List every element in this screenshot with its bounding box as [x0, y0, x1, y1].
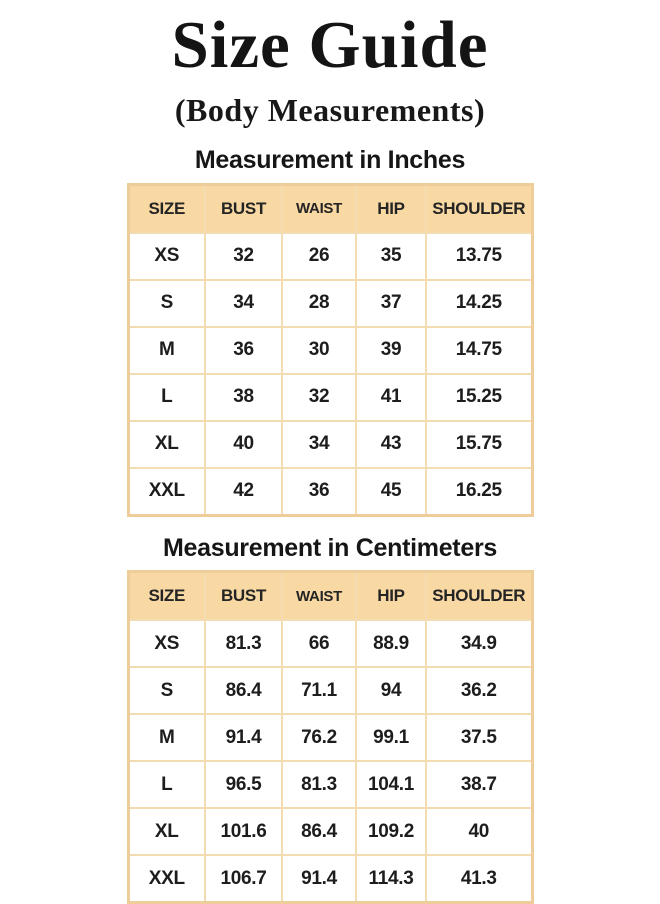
waist-cell: 76.2 — [282, 714, 356, 761]
size-cell: XS — [128, 620, 205, 667]
table-row — [128, 714, 532, 761]
table-row — [128, 808, 532, 855]
waist-cell: 91.4 — [282, 855, 356, 903]
hip-cell: 37 — [356, 280, 426, 327]
col-header-bust: BUST — [205, 184, 282, 233]
hip-cell: 109.2 — [356, 808, 426, 855]
table-row — [128, 233, 532, 280]
hip-cell: 43 — [356, 421, 426, 468]
shoulder-cell: 14.75 — [426, 327, 532, 374]
table-row — [128, 855, 532, 903]
shoulder-cell: 34.9 — [426, 620, 532, 667]
hip-cell: 41 — [356, 374, 426, 421]
header-row — [128, 184, 532, 233]
bust-cell: 36 — [205, 327, 282, 374]
waist-cell: 81.3 — [282, 761, 356, 808]
centimeters-table-heading: Measurement in Centimeters — [163, 533, 497, 562]
shoulder-cell: 36.2 — [426, 667, 532, 714]
hip-cell: 45 — [356, 468, 426, 516]
waist-cell: 32 — [282, 374, 356, 421]
bust-cell: 81.3 — [205, 620, 282, 667]
waist-cell: 86.4 — [282, 808, 356, 855]
col-header-size: SIZE — [128, 572, 205, 621]
page-title: Size Guide — [171, 8, 489, 82]
inches-table — [127, 183, 534, 517]
table-row — [128, 374, 532, 421]
shoulder-cell: 15.25 — [426, 374, 532, 421]
hip-cell: 88.9 — [356, 620, 426, 667]
table-row — [128, 667, 532, 714]
size-cell: XL — [128, 421, 205, 468]
centimeters-table — [127, 570, 534, 904]
waist-cell: 71.1 — [282, 667, 356, 714]
col-header-bust: BUST — [205, 572, 282, 621]
hip-cell: 104.1 — [356, 761, 426, 808]
hip-cell: 99.1 — [356, 714, 426, 761]
bust-cell: 91.4 — [205, 714, 282, 761]
size-cell: L — [128, 374, 205, 421]
shoulder-cell: 13.75 — [426, 233, 532, 280]
size-cell: M — [128, 714, 205, 761]
size-cell: XL — [128, 808, 205, 855]
hip-cell: 94 — [356, 667, 426, 714]
bust-cell: 40 — [205, 421, 282, 468]
table-row — [128, 327, 532, 374]
size-cell: XS — [128, 233, 205, 280]
bust-cell: 38 — [205, 374, 282, 421]
waist-cell: 28 — [282, 280, 356, 327]
col-header-hip: HIP — [356, 572, 426, 621]
shoulder-cell: 37.5 — [426, 714, 532, 761]
size-cell: S — [128, 280, 205, 327]
page-subtitle: (Body Measurements) — [174, 92, 486, 129]
size-cell: XXL — [128, 468, 205, 516]
size-cell: XXL — [128, 855, 205, 903]
table-row — [128, 620, 532, 667]
col-header-shoulder: SHOULDER — [426, 572, 532, 621]
bust-cell: 86.4 — [205, 667, 282, 714]
shoulder-cell: 41.3 — [426, 855, 532, 903]
waist-cell: 36 — [282, 468, 356, 516]
bust-cell: 106.7 — [205, 855, 282, 903]
inches-table-heading: Measurement in Inches — [194, 146, 466, 175]
hip-cell: 35 — [356, 233, 426, 280]
shoulder-cell: 16.25 — [426, 468, 532, 516]
table-row — [128, 468, 532, 516]
hip-cell: 39 — [356, 327, 426, 374]
header-row — [128, 572, 532, 621]
waist-cell: 26 — [282, 233, 356, 280]
table-row — [128, 280, 532, 327]
waist-cell: 30 — [282, 327, 356, 374]
waist-cell: 34 — [282, 421, 356, 468]
bust-cell: 96.5 — [205, 761, 282, 808]
size-cell: L — [128, 761, 205, 808]
waist-cell: 66 — [282, 620, 356, 667]
shoulder-cell: 38.7 — [426, 761, 532, 808]
shoulder-cell: 40 — [426, 808, 532, 855]
table-row — [128, 761, 532, 808]
table-row — [128, 421, 532, 468]
shoulder-cell: 14.25 — [426, 280, 532, 327]
hip-cell: 114.3 — [356, 855, 426, 903]
shoulder-cell: 15.75 — [426, 421, 532, 468]
bust-cell: 32 — [205, 233, 282, 280]
col-header-waist: WAIST — [282, 184, 356, 233]
col-header-hip: HIP — [356, 184, 426, 233]
bust-cell: 101.6 — [205, 808, 282, 855]
col-header-size: SIZE — [128, 184, 205, 233]
bust-cell: 42 — [205, 468, 282, 516]
size-cell: S — [128, 667, 205, 714]
size-cell: M — [128, 327, 205, 374]
col-header-shoulder: SHOULDER — [426, 184, 532, 233]
col-header-waist: WAIST — [282, 572, 356, 621]
bust-cell: 34 — [205, 280, 282, 327]
